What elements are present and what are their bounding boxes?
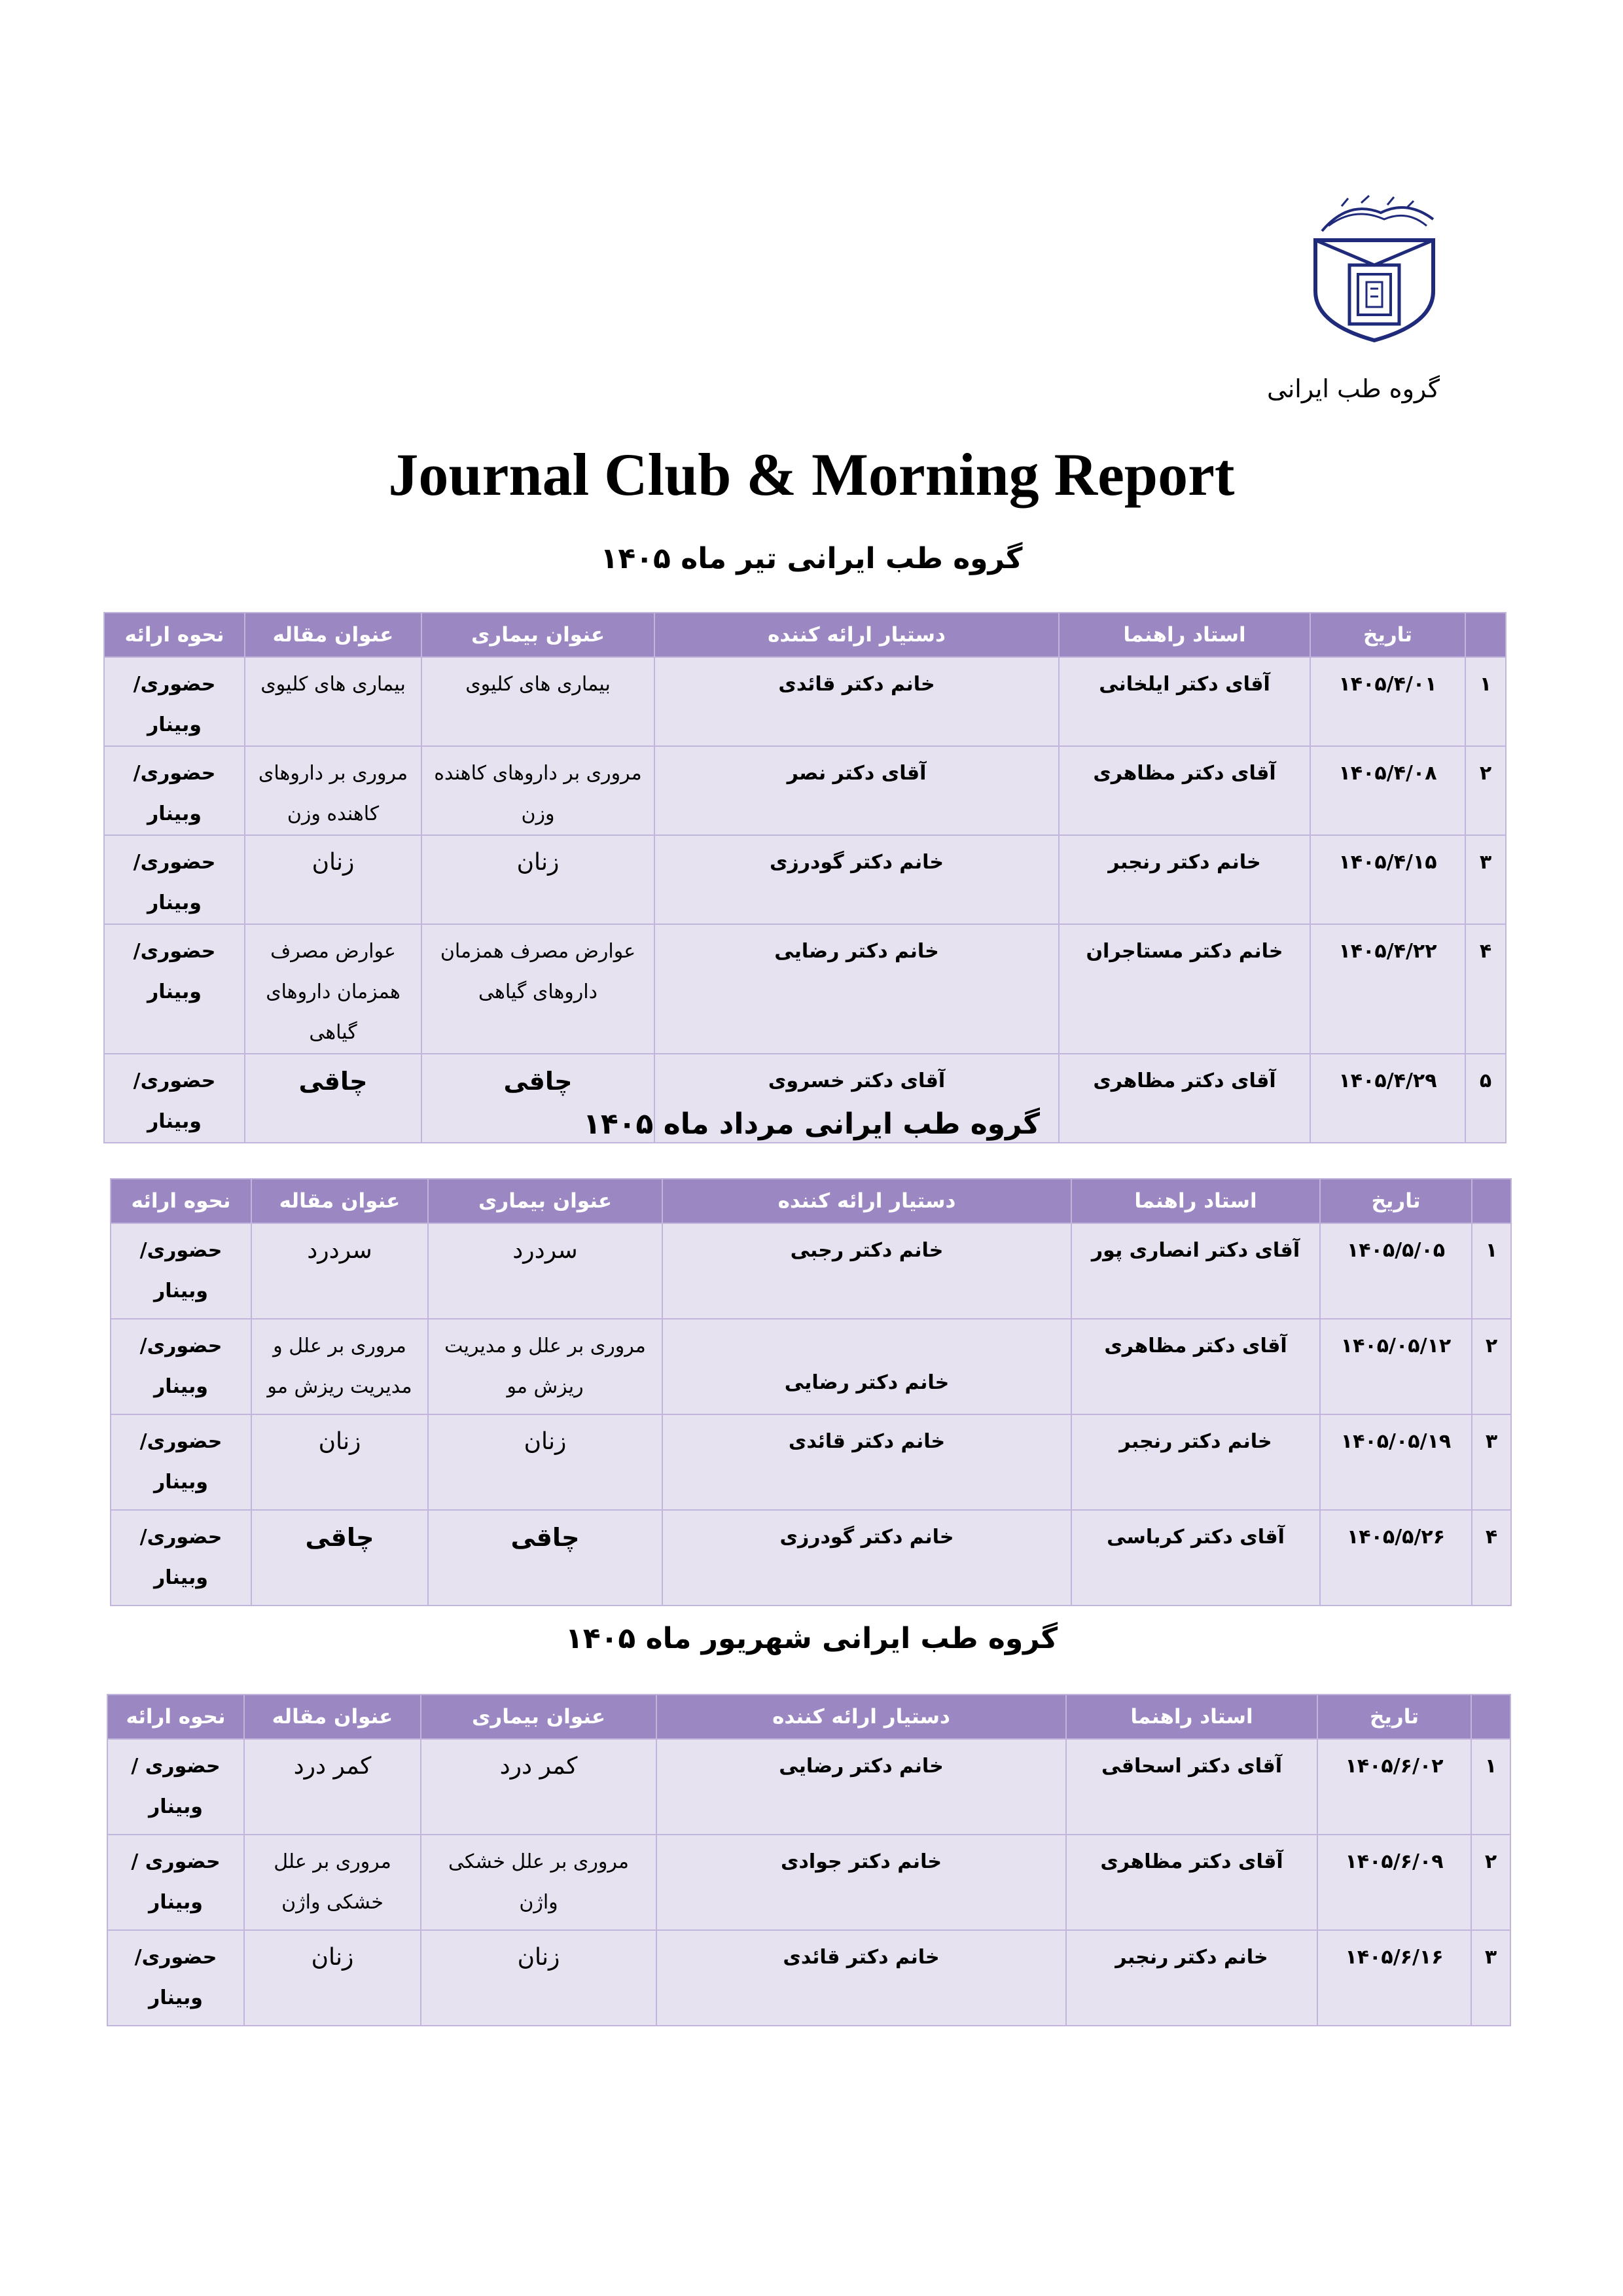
- session-date: ۱۴۰۵/۴/۲۹: [1310, 1054, 1465, 1143]
- session-date: ۱۴۰۵/۴/۰۱: [1310, 657, 1465, 746]
- department-name: گروه طب ایرانی: [1267, 374, 1440, 403]
- mode-line-2: وبینار: [154, 1471, 208, 1494]
- header-presenter: دستیار ارائه کننده: [654, 613, 1059, 657]
- session-date: ۱۴۰۵/۰۵/۱۲: [1320, 1319, 1472, 1414]
- mode-line-1: حضوری/: [133, 673, 216, 696]
- mode-line-2: وبینار: [147, 1110, 202, 1133]
- table-row: [104, 657, 1506, 746]
- mode-line-2: وبینار: [149, 1891, 203, 1914]
- header-article: عنوان مقاله: [244, 1695, 421, 1739]
- table-row: [111, 1319, 1511, 1414]
- mode-line-2: وبینار: [154, 1375, 208, 1398]
- advisor-name: آقای دکتر ایلخانی: [1059, 657, 1310, 746]
- mode-line-2: وبینار: [149, 1795, 203, 1818]
- row-number: ۳: [1472, 1414, 1511, 1510]
- header-advisor: استاد راهنما: [1059, 613, 1310, 657]
- mode-line-1: حضوری/: [133, 1069, 216, 1092]
- presentation-mode: [107, 1739, 244, 1835]
- session-date: ۱۴۰۵/۰۵/۱۹: [1320, 1414, 1472, 1510]
- session-date: ۱۴۰۵/۴/۱۵: [1310, 835, 1465, 924]
- advisor-name: آقای دکتر مظاهری: [1059, 1054, 1310, 1143]
- article-title: کمر درد: [244, 1739, 421, 1835]
- mode-line-1: حضوری /: [131, 1850, 221, 1873]
- disease-title: مروری بر داروهای کاهنده وزن: [421, 746, 654, 835]
- presentation-mode: [111, 1510, 251, 1605]
- mode-line-1: حضوری/: [139, 1239, 223, 1262]
- table-header-row: [107, 1695, 1510, 1739]
- presenter-name: خانم دکتر رضایی: [654, 924, 1059, 1054]
- row-number: ۵: [1465, 1054, 1506, 1143]
- table-row: [104, 835, 1506, 924]
- mode-line-2: وبینار: [147, 713, 202, 736]
- advisor-name: خانم دکتر رنجبر: [1059, 835, 1310, 924]
- header-mode: نحوه ارائه: [107, 1695, 244, 1739]
- row-number: ۱: [1472, 1223, 1511, 1319]
- session-date: ۱۴۰۵/۴/۰۸: [1310, 746, 1465, 835]
- advisor-name: آقای دکتر کرباسی: [1071, 1510, 1320, 1605]
- presentation-mode: [107, 1930, 244, 2026]
- mode-line-1: حضوری/: [133, 762, 216, 785]
- mode-line-1: حضوری/: [139, 1430, 223, 1453]
- presenter-name: خانم دکتر رجبی: [662, 1223, 1071, 1319]
- mode-line-1: حضوری/: [139, 1526, 223, 1549]
- article-title: زنان: [251, 1414, 428, 1510]
- row-number: ۳: [1471, 1930, 1510, 2026]
- month-title-tir: گروه طب ایرانی تیر ماه ۱۴۰۵: [600, 542, 1023, 575]
- session-date: ۱۴۰۵/۶/۰۲: [1317, 1739, 1471, 1835]
- article-title: بیماری های کلیوی: [245, 657, 421, 746]
- article-title: چاقی: [251, 1510, 428, 1605]
- header-advisor: استاد راهنما: [1066, 1695, 1317, 1739]
- disease-title: زنان: [428, 1414, 662, 1510]
- presentation-mode: [111, 1319, 251, 1414]
- article-title: سردرد: [251, 1223, 428, 1319]
- mode-line-2: وبینار: [147, 980, 202, 1003]
- article-title: عوارض مصرف همزمان داروهای گیاهی: [245, 924, 421, 1054]
- table-row: [111, 1510, 1511, 1605]
- row-number: ۲: [1465, 746, 1506, 835]
- article-title: زنان: [245, 835, 421, 924]
- header-presenter: دستیار ارائه کننده: [656, 1695, 1066, 1739]
- presentation-mode: [104, 924, 245, 1054]
- header-presenter: دستیار ارائه کننده: [662, 1179, 1071, 1223]
- row-number: ۴: [1472, 1510, 1511, 1605]
- disease-title: چاقی: [421, 1054, 654, 1143]
- header-advisor: استاد راهنما: [1071, 1179, 1320, 1223]
- advisor-name: خانم دکتر مستاجران: [1059, 924, 1310, 1054]
- month-title-mordad: گروه طب ایرانی مرداد ماه ۱۴۰۵: [582, 1107, 1040, 1141]
- page-title: Journal Club & Morning Report: [388, 441, 1235, 508]
- header-article: عنوان مقاله: [251, 1179, 428, 1223]
- schedule-table-tir: [103, 612, 1507, 1143]
- advisor-name: آقای دکتر مظاهری: [1059, 746, 1310, 835]
- advisor-name: خانم دکتر رنجبر: [1071, 1414, 1320, 1510]
- row-number: ۴: [1465, 924, 1506, 1054]
- article-title: زنان: [244, 1930, 421, 2026]
- table-row: [107, 1835, 1510, 1930]
- mode-line-2: وبینار: [147, 802, 202, 825]
- article-title: مروری بر علل خشکی واژن: [244, 1835, 421, 1930]
- row-number: ۱: [1471, 1739, 1510, 1835]
- row-number: ۲: [1472, 1319, 1511, 1414]
- presenter-name: خانم دکتر قائدی: [654, 657, 1059, 746]
- schedule-table-shahrivar: [107, 1694, 1511, 2026]
- presenter-name: خانم دکتر گودرزی: [654, 835, 1059, 924]
- presenter-name: خانم دکتر قائدی: [662, 1414, 1071, 1510]
- session-date: ۱۴۰۵/۵/۲۶: [1320, 1510, 1472, 1605]
- mode-line-1: حضوری/: [139, 1335, 223, 1357]
- disease-title: بیماری های کلیوی: [421, 657, 654, 746]
- advisor-name: آقای دکتر اسحاقی: [1066, 1739, 1317, 1835]
- header-disease: عنوان بیماری: [421, 1695, 656, 1739]
- row-number: ۳: [1465, 835, 1506, 924]
- month-title-shahrivar: گروه طب ایرانی شهریور ماه ۱۴۰۵: [565, 1622, 1058, 1655]
- header-number: [1465, 613, 1506, 657]
- presenter-name: آقای دکتر نصر: [654, 746, 1059, 835]
- presentation-mode: [104, 835, 245, 924]
- table-row: [111, 1223, 1511, 1319]
- header-number: [1472, 1179, 1511, 1223]
- header-number: [1471, 1695, 1510, 1739]
- header-mode: نحوه ارائه: [111, 1179, 251, 1223]
- mode-line-2: وبینار: [154, 1280, 208, 1302]
- session-date: ۱۴۰۵/۶/۰۹: [1317, 1835, 1471, 1930]
- header-disease: عنوان بیماری: [428, 1179, 662, 1223]
- disease-title: کمر درد: [421, 1739, 656, 1835]
- mode-line-1: حضوری/: [133, 940, 216, 963]
- row-number: ۱: [1465, 657, 1506, 746]
- advisor-name: آقای دکتر انصاری پور: [1071, 1223, 1320, 1319]
- mode-line-2: وبینار: [147, 891, 202, 914]
- disease-title: مروری بر علل و مدیریت ریزش مو: [428, 1319, 662, 1414]
- advisor-name: خانم دکتر رنجبر: [1066, 1930, 1317, 2026]
- presentation-mode: [111, 1414, 251, 1510]
- mode-line-2: وبینار: [149, 1986, 203, 2009]
- header-mode: نحوه ارائه: [104, 613, 245, 657]
- header-article: عنوان مقاله: [245, 613, 421, 657]
- article-title: چاقی: [245, 1054, 421, 1143]
- article-title: مروری بر علل و مدیریت ریزش مو: [251, 1319, 428, 1414]
- header-date: تاریخ: [1317, 1695, 1471, 1739]
- mode-line-1: حضوری/: [134, 1946, 217, 1969]
- table-header-row: [104, 613, 1506, 657]
- presentation-mode: [111, 1223, 251, 1319]
- presenter-name: خانم دکتر رضایی: [656, 1739, 1066, 1835]
- mode-line-1: حضوری/: [133, 851, 216, 874]
- disease-title: چاقی: [428, 1510, 662, 1605]
- disease-title: زنان: [421, 1930, 656, 2026]
- row-number: ۲: [1471, 1835, 1510, 1930]
- presenter-name: خانم دکتر قائدی: [656, 1930, 1066, 2026]
- table-row: [107, 1930, 1510, 2026]
- session-date: ۱۴۰۵/۶/۱۶: [1317, 1930, 1471, 2026]
- disease-title: زنان: [421, 835, 654, 924]
- presenter-name: خانم دکتر جوادی: [656, 1835, 1066, 1930]
- table-row: [104, 924, 1506, 1054]
- presentation-mode: [107, 1835, 244, 1930]
- session-date: ۱۴۰۵/۵/۰۵: [1320, 1223, 1472, 1319]
- table-header-row: [111, 1179, 1511, 1223]
- disease-title: عوارض مصرف همزمان داروهای گیاهی: [421, 924, 654, 1054]
- table-row: [104, 746, 1506, 835]
- table-row: [111, 1414, 1511, 1510]
- table-row: [107, 1739, 1510, 1835]
- schedule-table-mordad: [110, 1178, 1512, 1606]
- university-logo: [1309, 193, 1440, 344]
- header-date: تاریخ: [1310, 613, 1465, 657]
- advisor-name: آقای دکتر مظاهری: [1071, 1319, 1320, 1414]
- article-title: مروری بر داروهای کاهنده وزن: [245, 746, 421, 835]
- presentation-mode: [104, 746, 245, 835]
- presenter-name: خانم دکتر رضایی: [662, 1319, 1071, 1414]
- header-disease: عنوان بیماری: [421, 613, 654, 657]
- mode-line-2: وبینار: [154, 1566, 208, 1589]
- advisor-name: آقای دکتر مظاهری: [1066, 1835, 1317, 1930]
- presenter-name: خانم دکتر گودرزی: [662, 1510, 1071, 1605]
- disease-title: سردرد: [428, 1223, 662, 1319]
- presentation-mode: [104, 657, 245, 746]
- header-date: تاریخ: [1320, 1179, 1472, 1223]
- session-date: ۱۴۰۵/۴/۲۲: [1310, 924, 1465, 1054]
- mode-line-1: حضوری /: [131, 1755, 221, 1778]
- presenter-name: آقای دکتر خسروی: [654, 1054, 1059, 1143]
- disease-title: مروری بر علل خشکی واژن: [421, 1835, 656, 1930]
